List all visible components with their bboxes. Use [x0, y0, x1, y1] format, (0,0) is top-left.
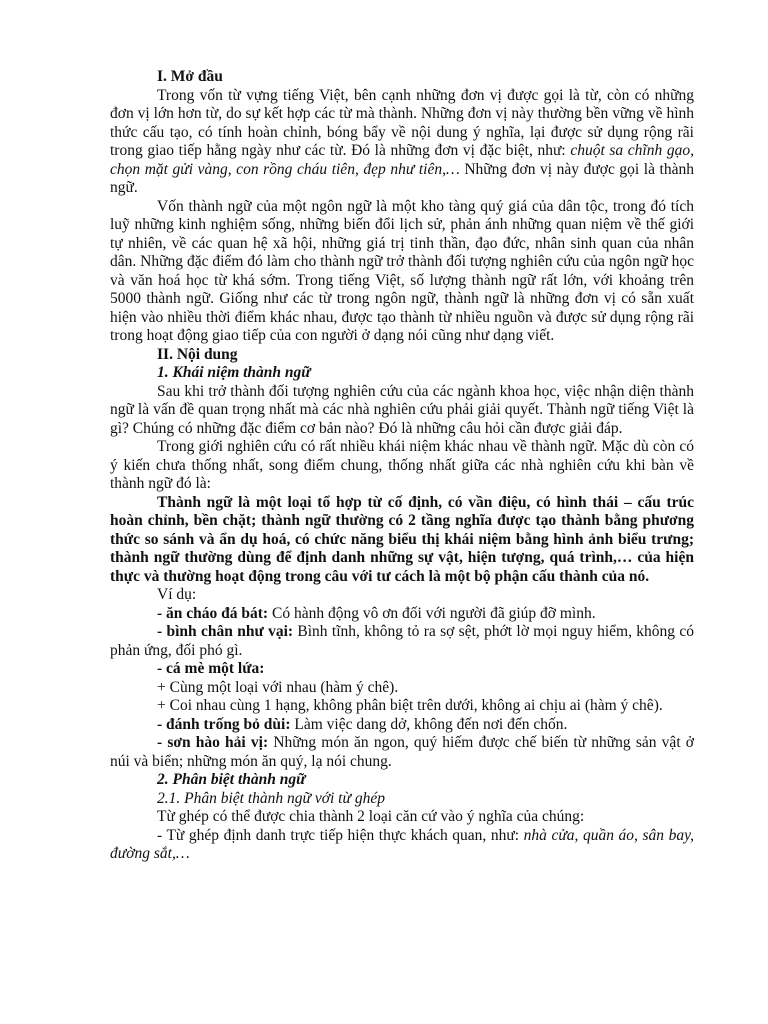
- example-binh-chan-nhu-vai: [110, 623, 694, 660]
- tu-ghep-examples: nhà cửa, quần áo, sân bay, đường sắt,…: [110, 826, 695, 862]
- vi-du-label: Ví dụ:: [157, 586, 197, 603]
- subheading-phan-biet-tu-ghep: 2.1. Phân biệt thành ngữ với từ ghép: [157, 789, 385, 807]
- example-term: - ăn cháo đá bát:: [157, 604, 269, 622]
- example-desc: Có hành động vô ơn đối với người đã giúp đỡ mình.: [268, 604, 596, 622]
- example-desc: Bình tĩnh, không tỏ ra sợ sệt, phớt lờ mọi nguy hiểm, không có phản ứng, đối phó gì.: [110, 623, 694, 659]
- intro-text: Trong vốn từ vựng tiếng Việt, bên cạnh những đơn vị được gọi là từ, còn có những đơn vị lớn hơn từ, do sự kết hợp các từ mà thành. Những đơn vị này thường bền vững về hình thức cấu tạo, có tính hoàn chỉnh, bóng bẩy về nội dung ý nghĩa, lại được sử dụng rộng rãi trong giao tiếp hằng ngày như các từ. Đó là những đơn vị đặc biệt, như:: [110, 86, 694, 159]
- example-sub-item: + Coi nhau cùng 1 hạng, không phân biệt trên dưới, không ai chịu ai (hàm ý chê).: [157, 697, 663, 714]
- example-desc: Những món ăn ngon, quý hiếm được chế biến từ những sản vật ở núi và biển; những món ăn quý, lạ nói chung.: [110, 734, 694, 770]
- example-term: - sơn hào hải vị:: [157, 734, 269, 751]
- example-danh-trong-bo-dui: [110, 716, 694, 735]
- paragraph-von-thanh-ngu: Vốn thành ngữ của một ngôn ngữ là một kho tàng quý giá của dân tộc, trong đó tích luỹ những kinh nghiệm sống, những biến đổi lịch sử, phản ánh những quan niệm về thế giới tự nhiên, về các quan hệ xã hội, những giá trị tinh thần, đạo đức, nhân sinh quan của nhân dân. Những đặc điểm đó làm cho thành ngữ trở thành đối tượng nghiên cứu của ngôn ngữ học và văn hoá học từ khá sớm. Trong tiếng Việt, số lượng thành ngữ rất lớn, với khoảng trên 5000 thành ngữ. Giống như các từ trong ngôn ngữ, thành ngữ là những đơn vị có sẵn xuất hiện vào nhiều thời điểm khác nhau, được tạo thành từ nhiều nguồn và được sử dụng rộng rãi trong hoạt động giao tiếp của con người ở dạng nói cũng như dạng viết.: [110, 197, 694, 344]
- paragraph-nhan-dien: Sau khi trở thành đối tượng nghiên cứu của các ngành khoa học, việc nhận diện thành ngữ là vấn đề quan trọng nhất mà các nhà nghiên cứu phải giải quyết. Thành ngữ tiếng Việt là gì? Chúng có những đặc điểm cơ bản nào? Đó là những câu hỏi cần được giải đáp.: [110, 382, 694, 437]
- paragraph-intro: [110, 87, 694, 198]
- intro-examples: chuột sa chĩnh gạo, chọn mặt gửi vàng, con rồng cháu tiên, đẹp như tiên,…: [110, 142, 694, 178]
- definition: Thành ngữ là một loại tổ hợp từ cố định, có vần điệu, có hình thái – cấu trúc hoàn chỉnh, bền chặt; thành ngữ thường có 2 tầng nghĩa được tạo thành bằng phương thức so sánh và ẩn dụ hoá, có chức năng biểu thị khái niệm bằng hình ảnh biểu trưng; thành ngữ thường dùng để định danh những sự vật, hiện tượng, quá trình,… của hiện thực và thường hoạt động trong câu với tư cách là một bộ phận cấu thành của nó.: [110, 493, 694, 585]
- paragraph-tu-ghep-dinh-danh: [110, 827, 694, 864]
- example-an-chao-da-bat: [110, 605, 694, 624]
- document-page: [110, 68, 694, 864]
- heading-noi-dung: II. Nội dung: [157, 345, 238, 363]
- example-sub-item: + Cùng một loại với nhau (hàm ý chê).: [157, 678, 399, 696]
- example-ca-me-mot-lua: [110, 660, 694, 679]
- tu-ghep-text: - Từ ghép định danh trực tiếp hiện thực khách quan, như:: [157, 826, 524, 844]
- example-term: - bình chân như vại:: [157, 623, 294, 640]
- paragraph-gioi-nghien-cuu: Trong giới nghiên cứu có rất nhiều khái niệm khác nhau về thành ngữ. Mặc dù còn có ý kiến chưa thống nhất, song điểm chung, thống nhất giữa các nhà nghiên cứu khi bàn về thành ngữ đó là:: [110, 438, 694, 492]
- example-son-hao-hai-vi: [110, 734, 694, 771]
- example-term: - đánh trống bỏ dùi:: [157, 715, 291, 733]
- example-desc: Làm việc dang dở, không đến nơi đến chốn.: [290, 715, 568, 733]
- heading-mo-dau: I. Mở đầu: [157, 68, 223, 85]
- example-term: - cá mè một lứa:: [157, 660, 265, 677]
- paragraph-tu-ghep: Từ ghép có thể được chia thành 2 loại căn cứ vào ý nghĩa của chúng:: [157, 808, 585, 825]
- subheading-phan-biet: 2. Phân biệt thành ngữ: [157, 771, 306, 788]
- subheading-khai-niem: 1. Khái niệm thành ngữ: [157, 364, 311, 381]
- intro-end: Những đơn vị này được gọi là thành ngữ.: [110, 160, 694, 196]
